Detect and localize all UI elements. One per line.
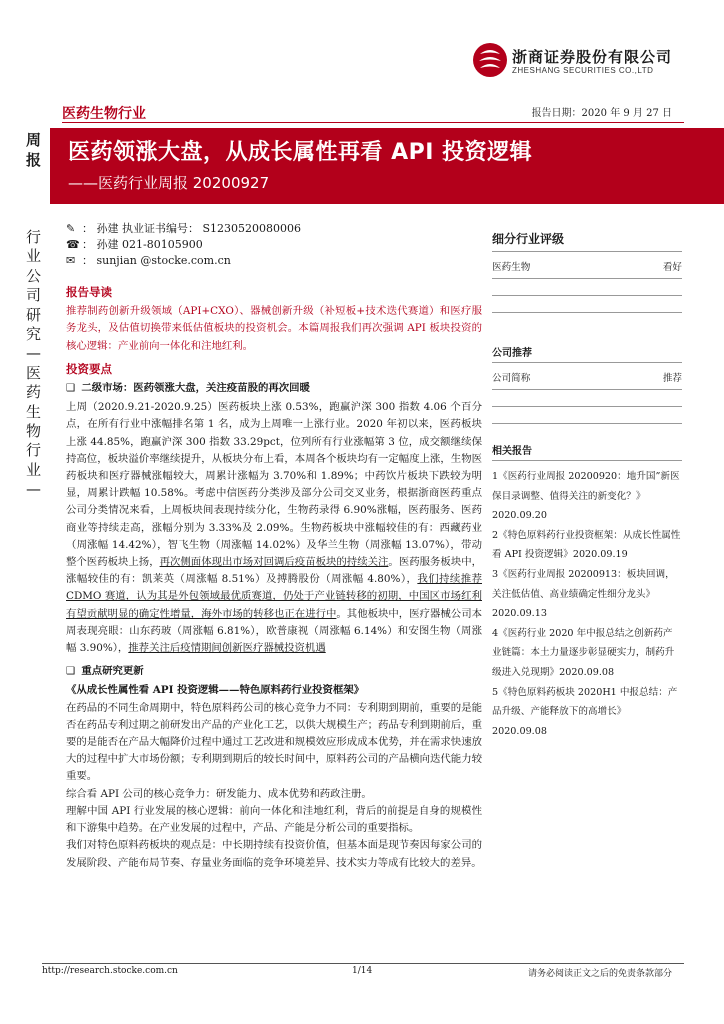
points-title: 投资要点 [66,361,112,376]
side-category-label: 行业公司研究—医药生物行业— [26,228,42,499]
report-subtitle: ——医药行业周报 20200927 [68,174,270,192]
analyst-icon: ✎ [66,222,76,235]
bullet-market-heading: ❑ 二级市场：医药领涨大盘，关注疫苗股的再次回暖 [66,382,310,395]
industry-tag: 医药生物行业 [62,106,146,122]
related-panel [492,442,682,741]
guide-title: 报告导读 [66,285,112,299]
footer-url[interactable]: http://research.stocke.com.cn [42,966,178,976]
company-blank-row [492,390,682,407]
research-paragraph-4: 我们对特色原料药板块的观点是：中长期持续有投资价值，但基本面是现节奏因每家公司的发展阶段、产能布局节奏、存量业务面临的竞争环境差异、技术实力等成有比较大的差异。 [66,839,482,869]
rating-row: 医药生物 看好 [492,252,682,279]
related-report-item[interactable]: 5《特色原料药板块 2020H1 中报总结：产品升级、产能释放下的高增长》 2020.09.08 [492,686,678,737]
report-title: 医药领涨大盘，从成长属性再看 API 投资逻辑 [68,140,533,165]
company-header-row: 公司简称 推荐 [492,363,682,390]
market-paragraph: 上周（2020.9.21-2020.9.25）医药板块上涨 0.53%，跑赢沪深 300 指数 4.06 个百分点，在所有行业中涨幅排名第 1 名，成为上周唯一上涨行业。2020 年初以来，医药板块上涨 44.85%，跑赢沪深 300 指数 33.29pct，位列所有行业涨幅第 3 位，成交额继续保持高位，板块溢价率继续提升，从板块分布上看，本周各个板块均有一定幅度上涨，生物医药板块和医疗器械涨幅较大，周累计涨幅为 3.70%和 1.89%；中药饮片板块下跌较为明显，周累计跌幅 10.58%。考虑中信医药分类涉及部分公司交叉业务，根据浙商医药重点公司分类情况来看，上周板块间表现持续分化，生物药录得 6.90%涨幅，医药服务、医药商业等持续走高，涨幅分别为 3.33%及 2.09%。生物药板块中涨幅较佳的有：西藏药业（周涨幅 14.42%），智飞生物（周涨幅 14.02%）及华兰生物（周涨幅 13.07%），带动整个医药板块上扬，再次侧面体现出市场对回调后疫苗板块的持续关注。医药服务板块中，涨幅较佳的有：凯莱英（周涨幅 8.51%）及搏腾股份（周涨幅 4.80%），我们持续推荐 CDMO 赛道，认为其是外包领域最优质赛道，仍处于产业链转移的初期，中国区市场红利有望贡献明显的确定性增量，海外市场的转移也正在进行中。其他板块中，医疗器械公司本周表现亮眼：山东药玻（周涨幅 6.81%），欧普康视（周涨幅 6.14%）和安图生物（周涨幅 3.90%），推荐关注后疫情期间创新医疗器械投资机遇 [66,401,483,655]
page-number: 1/14 [352,966,373,976]
rating-blank-row [492,296,682,313]
bullet-research-heading: ❑ 重点研究更新 [66,665,144,678]
checkbox-bullet-icon: ❑ [66,665,76,678]
main-column [66,284,482,872]
related-report-item[interactable]: 3《医药行业周报 20200913：板块回调，关注低估值、高业绩确定性细分龙头》 2020.09.13 [492,568,675,620]
email-line [66,253,231,269]
email-link[interactable]: ： sunjian @stocke.com.cn [82,254,231,267]
report-date: 报告日期：2020 年 9 月 27 日 [531,108,672,119]
analyst-line: ✎ ： 孙建 执业证书编号： S1230520080006 [66,222,302,235]
checkbox-bullet-icon: ❑ [66,382,76,395]
research-subtitle: 《从成长性属性看 API 投资逻辑——特色原料药行业投资框架》 [66,684,365,697]
brand-logo-icon [472,42,508,78]
company-title: 公司推荐 [492,344,682,363]
footer-divider [42,963,684,964]
company-panel [492,344,682,424]
side-report-type: 周报 [26,131,42,169]
guide-text: 推荐制药创新升级领域（API+CXO）、器械创新升级（补短板+技术迭代赛道）和医疗服务龙头，及估值切换带来低估值板块的投资机会。本篇周报我们再次强调 API 板块投资的核心逻辑：产业前向一体化和注地红利。 [66,305,482,352]
research-paragraph-1: 在药品的不同生命周期中，特色原料药公司的核心竞争力不同：专利期到期前，重要的是能否在药品专利过期之前研发出产品的产业化工艺，以供大规模生产；药品专利到期前后，重要的是能否在产品大幅降价过程中通过工艺改进和规模效应形成成本优势，并在需求快速放大的过程中扩大市场份额；专利期到期后的较长时间中，原料药公司的产品横向迭代能力较重要。 [66,701,482,783]
related-title: 相关报告 [492,442,682,461]
related-list [492,467,682,741]
brand-name-en: ZHESHANG SECURITIES CO.,LTD [512,66,654,75]
research-paragraph-3: 理解中国 API 行业发展的核心逻辑：前向一体化和洼地红利，背后的前提是自身的规模性和下游集中趋势。在产业发展的过程中，产品、产能是分析公司的重要指标。 [66,804,482,835]
related-report-item[interactable]: 4《医药行业 2020 年中报总结之创新药产业链篇：本土力量逐步彰显硬实力，制药升级进入兑现期》2020.09.08 [492,627,675,678]
rating-title: 细分行业评级 [492,230,682,252]
related-report-item[interactable]: 2《特色原料药行业投资框架：从成长性属性看 API 投资逻辑》2020.09.19 [492,529,681,561]
research-paragraph-2: 综合看 API 公司的核心竞争力：研发能力、成本优势和药政注册。 [66,787,372,800]
mail-icon: ✉ [66,254,76,267]
footer-disclaimer: 请务必阅读正文之后的免责条款部分 [527,969,672,979]
related-report-item[interactable]: 1《医药行业周报 20200920：地升国”新医保目录调整、值得关注的新变化？》 2020.09.20 [492,471,680,522]
company-blank-row [492,407,682,424]
header-divider [62,122,684,123]
phone-line: ☎ ： 孙建 021-80105900 [66,238,203,251]
phone-icon: ☎ [66,238,80,251]
rating-panel [492,230,682,313]
rating-blank-row [492,279,682,296]
brand-name-cn: 浙商证券股份有限公司 [512,48,673,66]
